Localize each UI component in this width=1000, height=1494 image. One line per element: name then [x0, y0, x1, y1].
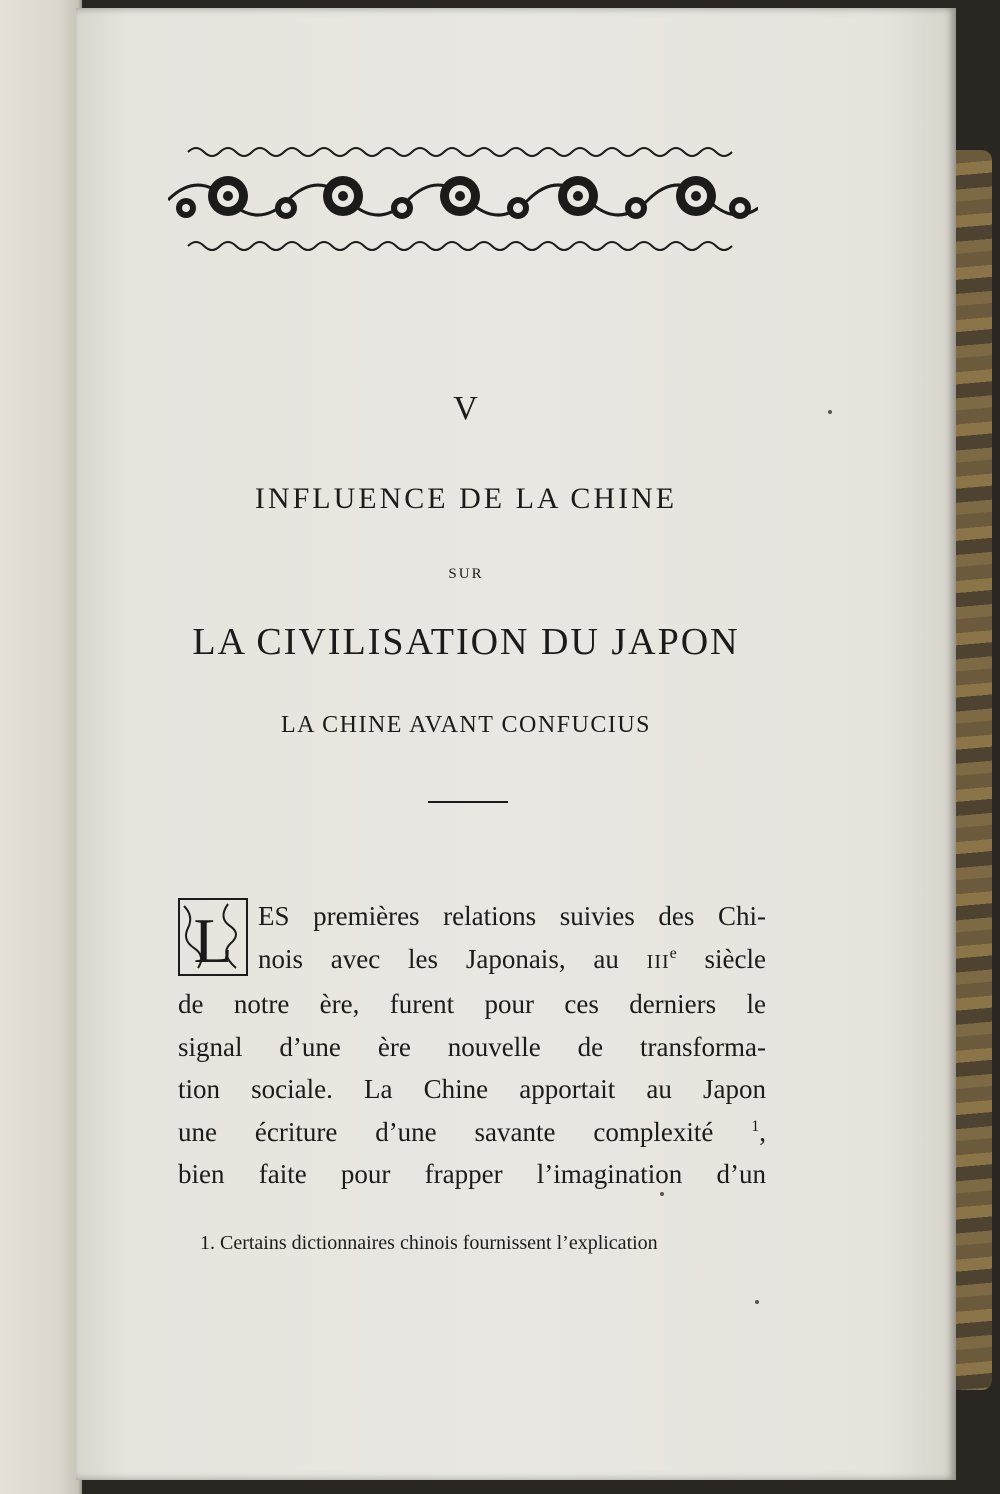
body-line: une écriture d’une savante complexité $^1$,: [178, 1116, 766, 1147]
body-line: de notre ère, furent pour ces derniers le: [178, 989, 766, 1019]
paper-speck: [828, 410, 832, 414]
chapter-title-main: LA CIVILISATION DU JAPON: [192, 621, 740, 663]
century-superscript: e: [669, 944, 677, 962]
dropcap-letter: L: [193, 905, 233, 976]
title-divider: [428, 801, 508, 803]
body-line: tion sociale. La Chine apportait au Japon: [178, 1074, 766, 1104]
body-paragraph: [178, 895, 766, 1196]
century-numeral: III: [646, 950, 670, 973]
body-line: nois avec les Japonais, au IIIe siècle: [258, 943, 767, 974]
chapter-title-connector: SUR: [448, 566, 484, 582]
chapter-subtitle: LA CHINE AVANT CONFUCIUS: [280, 712, 652, 738]
body-line: signal d’une ère nouvelle de transforma-: [178, 1031, 766, 1062]
body-line: ES premières relations suivies des Chi-: [258, 901, 766, 931]
body-line: bien faite pour frapper l’imagination d’un: [178, 1159, 766, 1189]
paper-speck: [660, 1192, 664, 1196]
footnote-reference[interactable]: 1: [751, 1117, 760, 1135]
facing-page-edge: [0, 0, 82, 1494]
chapter-title-line-1: INFLUENCE DE LA CHINE: [254, 482, 678, 515]
footnote: 1. Certains dictionnaires chinois fournissent l’explication: [200, 1232, 658, 1254]
rose-garland-icon: [168, 140, 758, 258]
book-spine: [950, 150, 992, 1390]
paper-speck: [755, 1300, 759, 1304]
chapter-number: V: [453, 390, 479, 427]
